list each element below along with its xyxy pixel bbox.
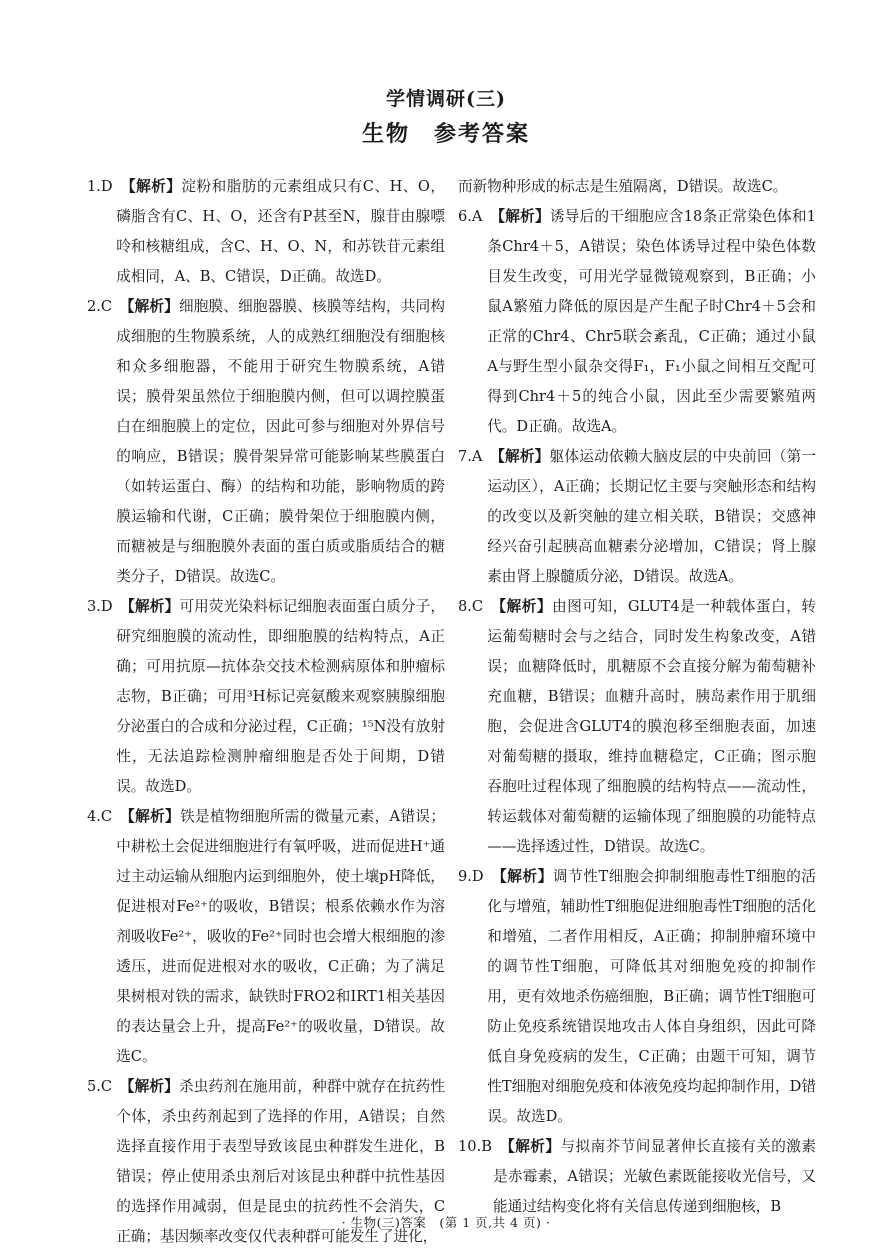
analysis-tag: 【解析】 bbox=[499, 868, 553, 885]
analysis-tag: 【解析】 bbox=[498, 598, 553, 615]
answer-number: 2.C bbox=[87, 298, 113, 315]
answer-text: 铁是植物细胞所需的微量元素，A错误；中耕松土会促进细胞进行有氧呼吸，进而促进H⁺通过主动运输从细胞内运到细胞外，使土壤pH降低，促进根对Fe²⁺的吸收，B错误；根系依赖水作为溶剂吸收Fe²⁺，吸收的Fe²⁺同时也会增大根细胞的渗透压，进而促进根对水的吸收，C正确；为了满足果树根对铁的需求，缺铁时FRO2和IRT1相关基因的表达量会上升，提高Fe²⁺的吸收量，D错误。故选C。 bbox=[116, 808, 445, 1065]
answer-number: 10.B bbox=[458, 1138, 492, 1155]
answer-number: 1.D bbox=[87, 178, 113, 195]
answer-item bbox=[458, 1132, 816, 1222]
analysis-tag: 【解析】 bbox=[507, 1138, 561, 1155]
exam-title: 学情调研(三) bbox=[386, 88, 506, 110]
left-column bbox=[87, 172, 445, 1252]
answer-item bbox=[87, 592, 445, 802]
answer-number: 9.D bbox=[458, 868, 484, 885]
analysis-tag: 【解析】 bbox=[127, 808, 181, 825]
answer-item bbox=[458, 592, 816, 862]
answer-text: 淀粉和脂肪的元素组成只有C、H、O，磷脂含有C、H、O，还含有P甚至N，腺苷由腺嘌呤和核糖组成，含C、H、O、N，和苏铁苷元素组成相同，A、B、C错误，D正确。故选D。 bbox=[116, 178, 445, 285]
answer-item bbox=[458, 862, 816, 1132]
analysis-tag: 【解析】 bbox=[497, 208, 550, 225]
analysis-tag: 【解析】 bbox=[127, 598, 180, 615]
answer-number: 6.A bbox=[458, 208, 483, 225]
answer-text: 可用荧光染料标记细胞表面蛋白质分子，研究细胞膜的流动性，即细胞膜的结构特点，A正确；可用抗原—抗体杂交技术检测病原体和肿瘤标志物，B正确；可用³H标记亮氨酸来观察胰腺细胞分泌蛋白的合成和分泌过程，C正确；¹⁵N没有放射性，无法追踪检测肿瘤细胞是否处于间期，D错误。故选D。 bbox=[116, 598, 445, 795]
answer-text: 与拟南芥节间显著伸长直接有关的激素是赤霉素，A错误；光敏色素既能接收光信号，又能通过结构变化将有关信息传递到细胞核，B bbox=[493, 1138, 816, 1215]
answer-number: 4.C bbox=[87, 808, 113, 825]
analysis-tag: 【解析】 bbox=[128, 178, 182, 195]
answer-number: 8.C bbox=[458, 598, 484, 615]
analysis-tag: 【解析】 bbox=[497, 448, 550, 465]
answer-text: 调节性T细胞会抑制细胞毒性T细胞的活化与增殖，辅助性T细胞促进细胞毒性T细胞的活化和增殖，二者作用相反，A正确；抑制肿瘤环境中的调节性T细胞，可降低其对细胞免疫的抑制作用，更有效地杀伤癌细胞，B正确；调节性T细胞可防止免疫系统错误地攻击人体自身组织，因此可降低自身免疫病的发生，C正确；由题干可知，调节性T细胞对细胞免疫和体液免疫均起抑制作用，D错误。故选D。 bbox=[487, 868, 816, 1125]
answer-text: 由图可知，GLUT4是一种载体蛋白，转运葡萄糖时会与之结合，同时发生构象改变，A错误；血糖降低时，肌糖原不会直接分解为葡萄糖补充血糖，B错误；血糖升高时，胰岛素作用于肌细胞，会促进含GLUT4的膜泡移至细胞表面，加速对葡萄糖的摄取，维持血糖稳定，C正确；图示胞吞胞吐过程体现了细胞膜的结构特点——流动性，转运载体对葡萄糖的运输体现了细胞膜的功能特点——选择透过性，D错误。故选C。 bbox=[487, 598, 816, 855]
answer-text: 杀虫药剂在施用前，种群中就存在抗药性个体，杀虫药剂起到了选择的作用，A错误；自然选择直接作用于表型导致该昆虫种群发生进化，B错误；停止使用杀虫剂后对该昆虫种群中抗性基因的选择作用减弱，但是昆虫的抗药性不会消失，C正确；基因频率改变仅代表种群可能发生了进化， bbox=[116, 1078, 445, 1245]
answer-item bbox=[87, 292, 445, 592]
answer-text: 而新物种形成的标志是生殖隔离，D错误。故选C。 bbox=[458, 178, 788, 195]
answer-text: 躯体运动依赖大脑皮层的中央前回（第一运动区），A正确；长期记忆主要与突触形态和结构的改变以及新突触的建立相关联，B错误；交感神经兴奋引起胰高血糖素分泌增加，C错误；肾上腺素由肾上腺髓质分泌，D错误。故选A。 bbox=[487, 448, 816, 585]
answer-item bbox=[87, 802, 445, 1072]
analysis-tag: 【解析】 bbox=[127, 1078, 179, 1095]
answer-number: 5.C bbox=[87, 1078, 113, 1095]
answer-text: 细胞膜、细胞器膜、核膜等结构，共同构成细胞的生物膜系统，人的成熟红细胞没有细胞核和众多细胞器，不能用于研究生物膜系统，A错误；膜骨架虽然位于细胞膜内侧，但可以调控膜蛋白在细胞膜上的定位，因此可参与细胞对外界信号的响应，B错误；膜骨架异常可能影响某些膜蛋白（如转运蛋白、酶）的结构和功能，影响物质的跨膜运输和代谢，C正确；膜骨架位于细胞膜内侧，而糖被是与细胞膜外表面的蛋白质或脂质结合的糖类分子，D错误。故选C。 bbox=[116, 298, 445, 585]
answer-number: 7.A bbox=[458, 448, 483, 465]
analysis-tag: 【解析】 bbox=[127, 298, 179, 315]
page-footer: · 生物(三)答案 (第 1 页,共 4 页) · bbox=[341, 1215, 551, 1230]
answer-number: 3.D bbox=[87, 598, 113, 615]
answer-continuation bbox=[458, 172, 816, 202]
answer-text: 诱导后的干细胞应含18条正常染色体和1条Chr4＋5，A错误；染色体诱导过程中染色体数目发生改变，可用光学显微镜观察到，B正确；小鼠A繁殖力降低的原因是产生配子时Chr4＋5会和正常的Chr4、Chr5联会紊乱，C正确；通过小鼠A与野生型小鼠杂交得F₁，F₁小鼠之间相互交配可得到Chr4＋5的纯合小鼠，因此至少需要繁殖两代。D正确。故选A。 bbox=[487, 208, 816, 435]
subject-title: 生物 参考答案 bbox=[361, 121, 530, 147]
answer-item bbox=[87, 172, 445, 292]
answer-item bbox=[458, 202, 816, 442]
answer-item bbox=[458, 442, 816, 592]
right-column bbox=[458, 172, 816, 1222]
